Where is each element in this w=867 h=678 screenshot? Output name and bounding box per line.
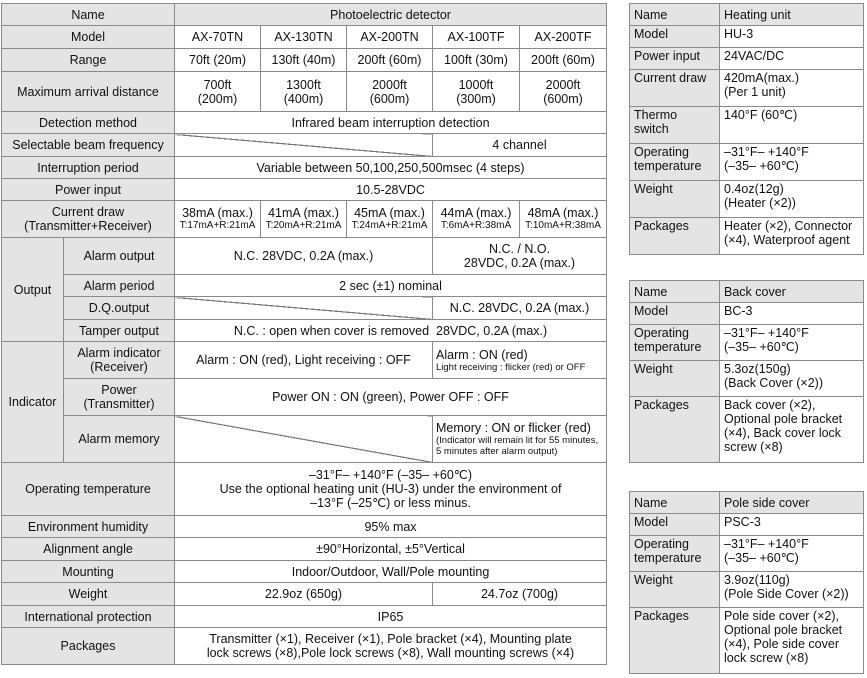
name-label: Name xyxy=(630,4,720,26)
row-name xyxy=(630,492,864,514)
current-draw-label xyxy=(2,201,175,238)
line: (–35– +60℃) xyxy=(724,159,799,173)
beam-frequency-label: Selectable beam frequency xyxy=(2,134,175,157)
row-name xyxy=(630,281,864,303)
row-packages xyxy=(2,628,607,665)
max-arrival-value xyxy=(433,72,520,112)
packages-label: Packages xyxy=(630,218,720,255)
row-weight xyxy=(630,361,864,397)
row-weight xyxy=(630,572,864,608)
max-arrival-value xyxy=(520,72,607,112)
line: (×4), Back cover lock xyxy=(724,426,842,440)
thermo-switch-value: 140°F (60℃) xyxy=(720,107,864,144)
line: temperature xyxy=(634,551,702,565)
row-operating-temperature xyxy=(630,144,864,181)
max-arrival-value xyxy=(175,72,261,112)
line: –13°F (–25℃) or less minus. xyxy=(310,496,471,510)
operating-temperature-label: Operating temperature xyxy=(2,463,175,516)
range-value: 200ft (60m) xyxy=(347,49,433,72)
protection-value: IP65 xyxy=(175,606,607,628)
row-current-draw xyxy=(2,201,607,238)
operating-temperature-label xyxy=(630,325,720,361)
line: temperature xyxy=(634,340,702,354)
thermo-switch-label xyxy=(630,107,720,144)
row-dq-output xyxy=(2,297,607,320)
weight-value xyxy=(720,361,864,397)
line: 420mA(max.) xyxy=(724,71,800,85)
label-line: (Receiver) xyxy=(90,360,148,374)
packages-value xyxy=(175,628,607,665)
line: temperature xyxy=(634,159,702,173)
row-name xyxy=(2,4,607,26)
protection-label: International protection xyxy=(2,606,175,628)
label-line: (Transmitter) xyxy=(83,397,155,411)
weight-value xyxy=(720,181,864,218)
packages-value xyxy=(720,608,864,674)
line: (Heater (×2)) xyxy=(724,196,796,210)
m: (600m) xyxy=(369,91,410,106)
back-cover-spec-table xyxy=(629,280,864,463)
operating-temperature-label xyxy=(630,144,720,181)
weight-value-tf: 24.7oz (700g) xyxy=(433,583,607,606)
line: screw (×8) xyxy=(724,440,783,454)
row-name xyxy=(630,4,864,26)
line: Light receiving : flicker (red) or OFF xyxy=(436,361,586,373)
ft: 1300ft xyxy=(286,77,321,92)
detail: T:20mA+R:21mA xyxy=(265,220,342,231)
row-detection xyxy=(2,112,607,134)
packages-label: Packages xyxy=(630,397,720,463)
mounting-value: Indoor/Outdoor, Wall/Pole mounting xyxy=(175,561,607,583)
model-value: BC-3 xyxy=(720,303,864,325)
current-draw-value xyxy=(261,201,347,238)
alarm-period-value: 2 sec (±1) nominal xyxy=(175,275,607,297)
alarm-output-value-tf xyxy=(433,238,607,275)
line: –31°F– +140°F xyxy=(724,145,809,159)
dq-output-label: D.Q.output xyxy=(64,297,175,320)
tamper-output-label: Tamper output xyxy=(64,320,175,342)
row-alarm-memory xyxy=(2,416,607,463)
detail: T:10mA+R:38mA xyxy=(525,220,601,231)
row-alarm-indicator xyxy=(2,342,607,379)
photoelectric-detector-spec-table xyxy=(1,3,607,665)
line: Operating xyxy=(634,145,689,159)
label-line: Alarm indicator xyxy=(77,346,161,360)
not-applicable-cell xyxy=(175,134,433,157)
alarm-memory-label: Alarm memory xyxy=(64,416,175,463)
m: (600m) xyxy=(543,91,583,106)
line: lock screws (×8),Pole lock screws (×8), Wall mounting screws (×4) xyxy=(206,646,575,660)
line: (Pole Side Cover (×2)) xyxy=(724,587,849,601)
not-applicable-cell xyxy=(175,297,433,320)
power-input-value: 24VAC/DC xyxy=(720,48,864,70)
row-protection xyxy=(2,606,607,628)
weight-label: Weight xyxy=(630,361,720,397)
row-current-draw xyxy=(630,70,864,107)
line: (–35– +60℃) xyxy=(724,340,799,354)
line: N.C. / N.O. xyxy=(488,242,551,256)
max: 44mA (max.) xyxy=(440,206,512,220)
operating-temperature-value xyxy=(720,536,864,572)
line: Transmitter (×1), Receiver (×1), Pole bracket (×4), Mounting plate xyxy=(209,632,572,646)
range-value: 70ft (20m) xyxy=(175,49,261,72)
m: (400m) xyxy=(283,91,324,106)
model-label: Model xyxy=(630,514,720,536)
row-thermo-switch xyxy=(630,107,864,144)
m: (300m) xyxy=(456,91,496,106)
max-arrival-value xyxy=(261,72,347,112)
max: 41mA (max.) xyxy=(268,206,339,220)
packages-label: Packages xyxy=(2,628,175,665)
ft: 700ft xyxy=(203,77,232,92)
weight-label: Weight xyxy=(630,181,720,218)
row-model xyxy=(2,26,607,49)
max-arrival-label: Maximum arrival distance xyxy=(2,72,175,112)
line: Back cover (×2), xyxy=(724,398,816,412)
line: Optional pole bracket xyxy=(724,623,843,637)
row-power-indicator xyxy=(2,379,607,416)
power-input-label: Power input xyxy=(630,48,720,70)
line: (Back Cover (×2)) xyxy=(724,376,823,390)
line: Operating xyxy=(634,326,689,340)
max: 45mA (max.) xyxy=(354,206,425,220)
model-value: HU-3 xyxy=(720,26,864,48)
pole-side-cover-spec-table xyxy=(629,491,864,674)
row-operating-temperature xyxy=(630,325,864,361)
line: 5.3oz(150g) xyxy=(724,362,791,376)
row-tamper-output xyxy=(2,320,607,342)
alarm-period-label: Alarm period xyxy=(64,275,175,297)
row-packages xyxy=(630,608,864,674)
current-draw-value xyxy=(520,201,607,238)
row-model xyxy=(630,303,864,325)
line: Thermo xyxy=(634,108,678,122)
max-arrival-value xyxy=(347,72,433,112)
packages-value xyxy=(720,218,864,255)
line: switch xyxy=(634,122,669,136)
current-draw-value xyxy=(433,201,520,238)
row-model xyxy=(630,26,864,48)
row-packages xyxy=(630,218,864,255)
row-power-input xyxy=(630,48,864,70)
alarm-indicator-value-tn: Alarm : ON (red), Light receiving : OFF xyxy=(175,342,433,379)
alarm-output-label: Alarm output xyxy=(64,238,175,275)
power-input-label: Power input xyxy=(2,179,175,201)
line: Operating xyxy=(634,537,689,551)
model-value: AX-200TN xyxy=(347,26,433,49)
model-value: PSC-3 xyxy=(720,514,864,536)
name-value: Photoelectric detector xyxy=(175,4,607,26)
line: Heater (×2), Connector xyxy=(724,219,853,233)
line: Memory : ON or flicker (red) xyxy=(436,421,591,435)
model-value: AX-130TN xyxy=(261,26,347,49)
range-value: 100ft (30m) xyxy=(433,49,520,72)
line: 28VDC, 0.2A (max.) xyxy=(463,256,576,270)
interruption-value: Variable between 50,100,250,500msec (4 steps) xyxy=(175,157,607,179)
operating-temperature-value xyxy=(175,463,607,516)
packages-label: Packages xyxy=(630,608,720,674)
model-value: AX-100TF xyxy=(433,26,520,49)
row-range xyxy=(2,49,607,72)
row-packages xyxy=(630,397,864,463)
max: 38mA (max.) xyxy=(182,206,253,220)
row-power-input xyxy=(2,179,607,201)
row-model xyxy=(630,514,864,536)
line: 3.9oz(110g) xyxy=(724,573,790,587)
row-alarm-output xyxy=(2,238,607,275)
beam-frequency-value: 4 channel xyxy=(433,134,607,157)
ft: 2000ft xyxy=(545,77,581,92)
current-draw-value xyxy=(175,201,261,238)
label-line: Power xyxy=(101,383,137,397)
row-operating-temperature xyxy=(630,536,864,572)
line: –31°F– +140°F (–35– +60℃) xyxy=(308,468,473,482)
not-applicable-cell xyxy=(175,416,433,463)
mounting-label: Mounting xyxy=(2,561,175,583)
ft: 1000ft xyxy=(458,77,494,92)
name-value: Heating unit xyxy=(720,4,864,26)
range-value: 200ft (60m) xyxy=(520,49,607,72)
line: Optional pole bracket xyxy=(724,412,843,426)
interruption-label: Interruption period xyxy=(2,157,175,179)
row-weight xyxy=(2,583,607,606)
power-indicator-label xyxy=(64,379,175,416)
row-mounting xyxy=(2,561,607,583)
operating-temperature-value xyxy=(720,144,864,181)
max: 48mA (max.) xyxy=(527,206,599,220)
line: lock screw (×8) xyxy=(724,651,809,665)
alarm-indicator-label xyxy=(64,342,175,379)
alarm-indicator-value-tf xyxy=(433,342,607,379)
row-interruption xyxy=(2,157,607,179)
line: (×4), Waterproof agent xyxy=(724,233,850,247)
name-label: Name xyxy=(2,4,175,26)
dq-output-value: N.C. 28VDC, 0.2A (max.) xyxy=(433,297,607,320)
humidity-label: Environment humidity xyxy=(2,516,175,538)
label-line: (Transmitter+Receiver) xyxy=(24,219,152,233)
weight-label: Weight xyxy=(630,572,720,608)
operating-temperature-label xyxy=(630,536,720,572)
tamper-output-value: N.C. : open when cover is removed 28VDC, 0.2A (max.) xyxy=(175,320,607,342)
line: –31°F– +140°F xyxy=(724,326,809,340)
weight-value xyxy=(720,572,864,608)
line: 5 minutes after alarm output) xyxy=(436,446,558,457)
row-alarm-period xyxy=(2,275,607,297)
range-value: 130ft (40m) xyxy=(261,49,347,72)
line: (Per 1 unit) xyxy=(724,85,786,99)
line: (Indicator will remain lit for 55 minutes, xyxy=(436,435,599,446)
humidity-value: 95% max xyxy=(175,516,607,538)
name-label: Name xyxy=(630,492,720,514)
model-value: AX-70TN xyxy=(175,26,261,49)
current-draw-value xyxy=(347,201,433,238)
weight-value-tn: 22.9oz (650g) xyxy=(175,583,433,606)
detail: T:17mA+R:21mA xyxy=(179,220,256,231)
row-max-arrival xyxy=(2,72,607,112)
m: (200m) xyxy=(197,91,238,106)
packages-value xyxy=(720,397,864,463)
detection-label: Detection method xyxy=(2,112,175,134)
model-label: Model xyxy=(630,26,720,48)
line: Alarm : ON (red) xyxy=(436,347,528,362)
alarm-memory-value xyxy=(433,416,607,463)
range-label: Range xyxy=(2,49,175,72)
ft: 2000ft xyxy=(372,77,407,92)
model-value: AX-200TF xyxy=(520,26,607,49)
line: 0.4oz(12g) xyxy=(724,182,784,196)
alignment-value: ±90°Horizontal, ±5°Vertical xyxy=(175,538,607,561)
row-humidity xyxy=(2,516,607,538)
row-alignment xyxy=(2,538,607,561)
line: (–35– +60℃) xyxy=(724,551,799,565)
indicator-group-label: Indicator xyxy=(2,342,64,463)
heating-unit-spec-table xyxy=(629,3,864,255)
name-value: Back cover xyxy=(720,281,864,303)
row-beam-frequency xyxy=(2,134,607,157)
line: (×4), Pole side cover xyxy=(724,637,839,651)
name-label: Name xyxy=(630,281,720,303)
current-draw-label: Current draw xyxy=(630,70,720,107)
line: –31°F– +140°F xyxy=(724,537,809,551)
power-indicator-value: Power ON : ON (green), Power OFF : OFF xyxy=(175,379,607,416)
alarm-output-value-tn: N.C. 28VDC, 0.2A (max.) xyxy=(175,238,433,275)
operating-temperature-value xyxy=(720,325,864,361)
output-group-label: Output xyxy=(2,238,64,342)
detection-value: Infrared beam interruption detection xyxy=(175,112,607,134)
detail: T:24mA+R:21mA xyxy=(351,220,428,231)
row-operating-temperature xyxy=(2,463,607,516)
detail: T:6mA+R:38mA xyxy=(440,220,512,231)
line: Use the optional heating unit (HU-3) under the environment of xyxy=(219,482,562,496)
model-label: Model xyxy=(2,26,175,49)
power-input-value: 10.5-28VDC xyxy=(175,179,607,201)
line: Pole side cover (×2), xyxy=(724,609,839,623)
label-line: Current draw xyxy=(51,205,125,219)
name-value: Pole side cover xyxy=(720,492,864,514)
row-weight xyxy=(630,181,864,218)
current-draw-value xyxy=(720,70,864,107)
weight-label: Weight xyxy=(2,583,175,606)
alignment-label: Alignment angle xyxy=(2,538,175,561)
model-label: Model xyxy=(630,303,720,325)
